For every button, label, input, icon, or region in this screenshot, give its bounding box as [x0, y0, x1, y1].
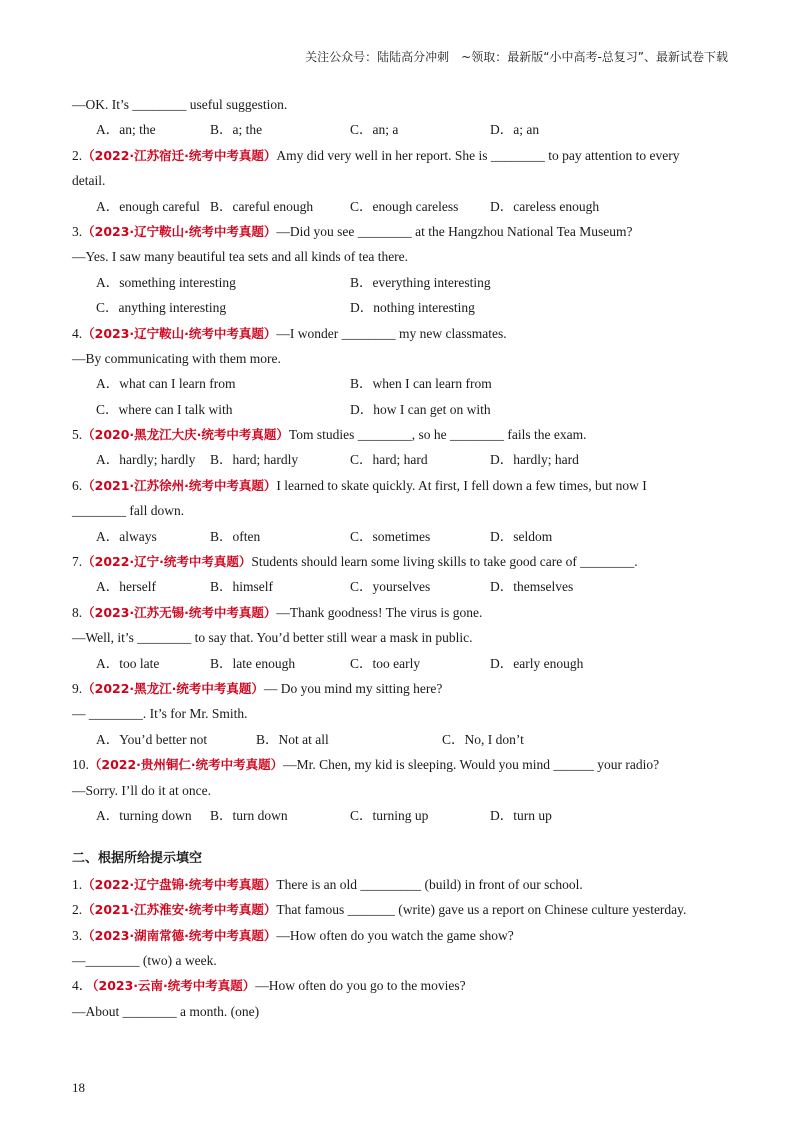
answer-option: A．something interesting: [96, 274, 236, 290]
question-text: Students should learn some living skills to take good care of ________.: [251, 554, 638, 570]
options-row: [72, 727, 732, 752]
question-number: 8.: [72, 604, 83, 620]
source-tag: （2022·江苏宿迁·统考中考真题）: [82, 147, 277, 163]
source-tag: （2022·辽宁盘锦·统考中考真题）: [82, 876, 277, 892]
answer-option: B．late enough: [210, 655, 296, 671]
answer-option: D．a; an: [490, 122, 540, 138]
answer-option: A．an; the: [96, 122, 156, 138]
source-tag: （2022·黑龙江·统考中考真题）: [82, 680, 264, 696]
text-line: —About ________ a month. (one): [72, 1003, 260, 1019]
answer-option: C．sometimes: [350, 528, 431, 544]
options-row: [72, 447, 732, 472]
answer-option: D．careless enough: [490, 198, 600, 214]
text-line: —Well, it’s ________ to say that. You’d better still wear a mask in public.: [72, 630, 473, 646]
question-number: 4．: [72, 978, 93, 994]
options-row: [72, 651, 732, 676]
question-number: 1.: [72, 876, 83, 892]
text-line: —Sorry. I’ll do it at once.: [72, 782, 211, 798]
question-number: 3.: [72, 223, 83, 239]
answer-option: A．You’d better not: [96, 731, 208, 747]
section-title: 二、根据所给提示填空: [72, 851, 203, 867]
source-tag: （2023·云南·统考中考真题）: [92, 978, 256, 994]
answer-option: A．enough careful: [96, 198, 200, 214]
answer-option: D．how I can get on with: [350, 401, 491, 417]
options-row: [72, 397, 732, 422]
answer-option: C．anything interesting: [96, 300, 227, 316]
options-row: [72, 270, 732, 295]
answer-option: C．where can I talk with: [96, 401, 233, 417]
answer-option: B．everything interesting: [350, 274, 491, 290]
question-line: [72, 219, 732, 244]
question-number: 2.: [72, 902, 83, 918]
question-number: 2.: [72, 147, 83, 163]
answer-option: A．herself: [96, 579, 156, 595]
question-text: —Thank goodness! The virus is gone.: [276, 604, 483, 620]
options-row: [72, 295, 732, 320]
answer-option: B．a; the: [210, 122, 263, 138]
answer-option: C．hard; hard: [350, 452, 428, 468]
text-line: detail.: [72, 173, 106, 189]
answer-option: A．hardly; hardly: [96, 452, 196, 468]
answer-option: C．too early: [350, 655, 421, 671]
question-line: [72, 600, 732, 625]
answer-option: B．often: [210, 528, 261, 544]
answer-option: D．early enough: [490, 655, 584, 671]
multiple-choice-section: [72, 92, 732, 828]
source-tag: （2022·贵州铜仁·统考中考真题）: [88, 757, 284, 773]
question-text: Tom studies ________, so he ________ fails the exam.: [288, 427, 587, 443]
source-tag: （2023·辽宁鞍山·统考中考真题）: [82, 325, 277, 341]
answer-option: C．turning up: [350, 807, 429, 823]
options-row: [72, 803, 732, 828]
options-row: [72, 524, 732, 549]
question-text: —Did you see ________ at the Hangzhou National Tea Museum?: [276, 223, 633, 239]
answer-option: A．what can I learn from: [96, 376, 236, 392]
question-text: Amy did very well in her report. She is ________ to pay attention to every: [276, 147, 680, 163]
source-tag: （2023·江苏无锡·统考中考真题）: [82, 604, 277, 620]
question-line: [72, 676, 732, 701]
answer-option: A．turning down: [96, 807, 192, 823]
question-text: —How often do you watch the game show?: [276, 927, 514, 943]
answer-option: A．too late: [96, 655, 160, 671]
answer-option: B．turn down: [210, 807, 288, 823]
question-number: 4.: [72, 325, 83, 341]
question-text: — Do you mind my sitting here?: [263, 680, 443, 696]
answer-option: B．hard; hardly: [210, 452, 299, 468]
fill-in-section: [72, 872, 732, 1024]
answer-option: B．himself: [210, 579, 273, 595]
question-text: —I wonder ________ my new classmates.: [276, 325, 507, 341]
answer-option: D．hardly; hard: [490, 452, 579, 468]
question-text: There is an old _________ (build) in front of our school.: [276, 876, 583, 892]
question-line: [72, 752, 732, 777]
question-text: That famous _______ (write) gave us a report on Chinese culture yesterday.: [276, 902, 687, 918]
question-line: [72, 321, 732, 346]
source-tag: （2022·辽宁·统考中考真题）: [82, 554, 252, 570]
source-tag: （2021·江苏淮安·统考中考真题）: [82, 902, 277, 918]
source-tag: （2023·辽宁鞍山·统考中考真题）: [82, 223, 277, 239]
question-number: 5.: [72, 427, 83, 443]
question-line: [72, 923, 732, 948]
question-line: [72, 973, 732, 998]
answer-option: D．seldom: [490, 528, 553, 544]
question-line: [72, 422, 732, 447]
question-number: 10.: [72, 757, 89, 773]
answer-option: C．enough careless: [350, 198, 459, 214]
question-text: —Mr. Chen, my kid is sleeping. Would you mind ______ your radio?: [283, 757, 660, 773]
question-line: [72, 143, 732, 168]
text-line: —By communicating with them more.: [72, 350, 281, 366]
question-number: 9.: [72, 680, 83, 696]
question-number: 6.: [72, 477, 83, 493]
options-row: [72, 117, 732, 142]
source-tag: （2020·黑龙江大庆·统考中考真题）: [82, 427, 289, 443]
page-header: 关注公众号：陆陆高分冲刺 ~领取：最新版“小中高考-总复习”、最新试卷下载: [305, 50, 728, 64]
options-row: [72, 371, 732, 396]
text-line: — ________. It’s for Mr. Smith.: [72, 706, 248, 722]
document-body: [72, 92, 732, 1024]
source-tag: （2021·江苏徐州·统考中考真题）: [82, 477, 277, 493]
answer-option: B．careful enough: [210, 198, 314, 214]
text-line: —OK. It’s ________ useful suggestion.: [72, 97, 288, 112]
answer-option: D．nothing interesting: [350, 300, 475, 316]
source-tag: （2023·湖南常德·统考中考真题）: [82, 927, 277, 943]
question-line: [72, 872, 732, 897]
answer-option: C．an; a: [350, 122, 399, 138]
question-line: [72, 549, 732, 574]
options-row: [72, 574, 732, 599]
question-number: 7.: [72, 554, 83, 570]
question-number: 3.: [72, 927, 83, 943]
answer-option: D．turn up: [490, 807, 552, 823]
question-text: I learned to skate quickly. At first, I fell down a few times, but now I: [276, 477, 647, 493]
text-line: —________ (two) a week.: [72, 952, 217, 968]
question-line: [72, 897, 732, 922]
options-row: [72, 194, 732, 219]
answer-option: A．always: [96, 528, 157, 544]
answer-option: C．No, I don’t: [442, 731, 524, 747]
text-line: ________ fall down.: [72, 503, 185, 519]
page-number: 18: [72, 1080, 85, 1095]
answer-option: C．yourselves: [350, 579, 431, 595]
answer-option: D．themselves: [490, 579, 574, 595]
answer-option: B．when I can learn from: [350, 376, 492, 392]
question-text: —How often do you go to the movies?: [255, 978, 466, 994]
answer-option: B．Not at all: [256, 731, 329, 747]
text-line: —Yes. I saw many beautiful tea sets and all kinds of tea there.: [72, 249, 409, 265]
question-line: [72, 473, 732, 498]
